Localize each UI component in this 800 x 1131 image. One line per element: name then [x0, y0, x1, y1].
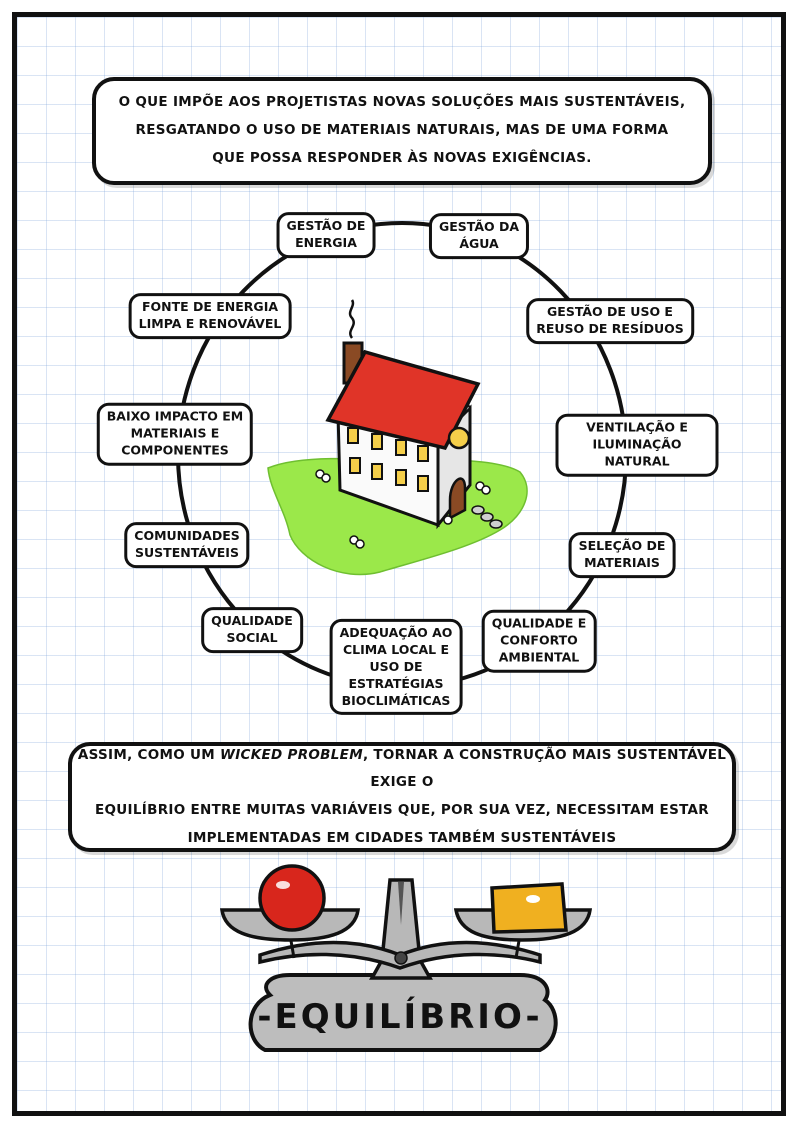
- caption-italic-term: WICKED PROBLEM: [220, 746, 363, 763]
- bottom-caption-line: IMPLEMENTADAS EM CIDADES TAMBÉM SUSTENTÁVEIS: [187, 829, 617, 846]
- balance-label: -EQUILÍBRIO-: [257, 997, 543, 1037]
- cycle-node-low-impact-materials: BAIXO IMPACTO EM MATERIAIS E COMPONENTES: [97, 403, 253, 466]
- cycle-node-social-quality: QUALIDADE SOCIAL: [201, 607, 303, 653]
- cycle-node-sustainable-communities: COMUNIDADES SUSTENTÁVEIS: [124, 522, 249, 568]
- cycle-node-environmental-comfort: QUALIDADE E CONFORTO AMBIENTAL: [482, 610, 597, 673]
- bottom-caption-line: [72, 742, 732, 797]
- chimney-smoke: [350, 300, 354, 338]
- cycle-node-material-selection: SELEÇÃO DE MATERIAIS: [569, 532, 676, 578]
- cheese-hole: [526, 895, 540, 903]
- bottom-caption-box: [68, 742, 736, 852]
- house-illustration: [268, 300, 527, 574]
- apple: [260, 866, 324, 930]
- bottom-caption-line: EQUILÍBRIO ENTRE MUITAS VARIÁVEIS QUE, POR SUA VEZ, NECESSITAM ESTAR: [95, 802, 709, 818]
- apple-highlight: [276, 881, 290, 889]
- top-caption-line: RESGATANDO O USO DE MATERIAIS NATURAIS, MAS DE UMA FORMA: [135, 122, 669, 139]
- top-caption-line: O QUE IMPÕE AOS PROJETISTAS NOVAS SOLUÇÕES MAIS SUSTENTÁVEIS,: [118, 94, 686, 111]
- scale-pivot: [395, 952, 407, 964]
- cycle-node-natural-ventilation: VENTILAÇÃO E ILUMINAÇÃO NATURAL: [556, 414, 719, 477]
- cycle-node-waste-management: GESTÃO DE USO E REUSO DE RESÍDUOS: [526, 298, 694, 344]
- round-window: [449, 428, 469, 448]
- cycle-node-clean-energy: FONTE DE ENERGIA LIMPA E RENOVÁVEL: [129, 293, 292, 339]
- bottom-caption-text: [72, 742, 732, 853]
- caption-text-part: , TORNAR A CONSTRUÇÃO MAIS SUSTENTÁVEL EXIGE O: [362, 746, 727, 791]
- cheese-block: [492, 884, 566, 932]
- cycle-node-energy-management: GESTÃO DE ENERGIA: [277, 212, 376, 258]
- house-door: [450, 479, 465, 518]
- top-caption-line: QUE POSSA RESPONDER ÀS NOVAS EXIGÊNCIAS.: [212, 149, 592, 166]
- caption-text-part: ASSIM, COMO UM: [77, 746, 220, 763]
- cycle-node-water-management: GESTÃO DA ÁGUA: [429, 213, 529, 259]
- cycle-node-bioclimatic-strategies: ADEQUAÇÃO AO CLIMA LOCAL E USO DE ESTRATÉGIAS BIOCLIMÁTICAS: [330, 619, 463, 715]
